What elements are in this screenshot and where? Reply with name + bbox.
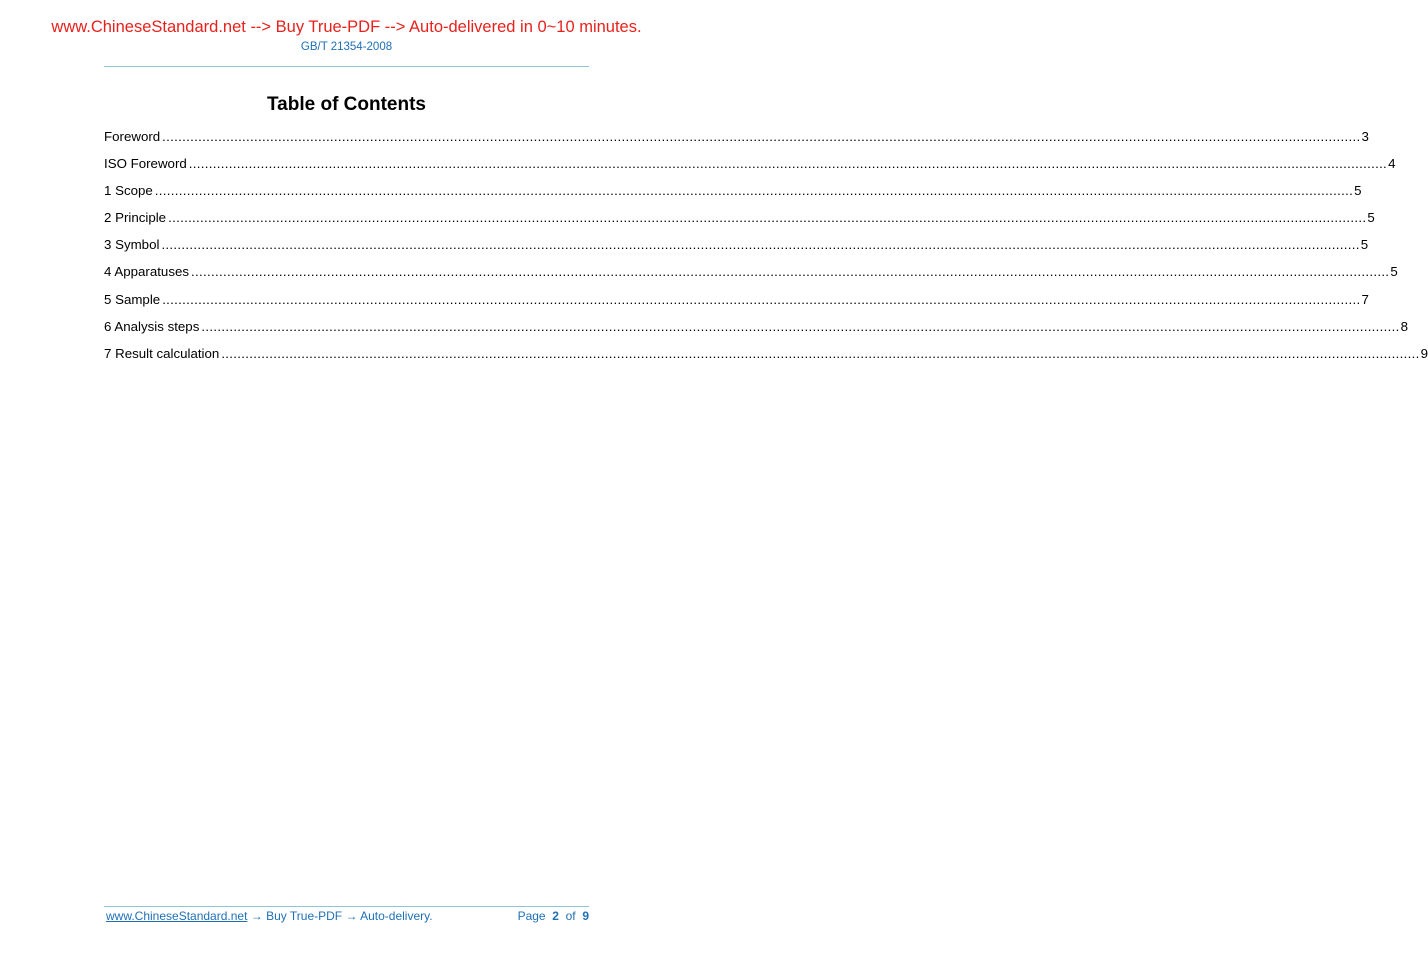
toc-entry-label: 5 Sample	[104, 291, 161, 307]
toc-entry-label: ISO Foreword	[104, 156, 187, 172]
toc-entry-page: 5	[1390, 264, 1398, 280]
header-divider	[104, 66, 589, 67]
toc-leader-dots: ............................................................................................................................................................................................................................................................................................................	[201, 318, 1400, 334]
toc-entry[interactable]	[104, 156, 1396, 183]
toc-entry-page: 4	[1388, 156, 1396, 172]
toc-title: Table of Contents	[266, 94, 427, 115]
toc-entry-page: 3	[1361, 129, 1369, 144]
toc-entry[interactable]	[104, 237, 1369, 264]
toc-leader-dots: ............................................................................................................................................................................................................................................................................................................	[191, 264, 1390, 280]
page-footer	[104, 909, 589, 923]
page-total: 9	[582, 909, 589, 923]
toc-entry[interactable]	[104, 210, 1375, 237]
toc-entry-page: 5	[1354, 183, 1362, 199]
toc-entry[interactable]	[104, 129, 1369, 156]
toc-entry[interactable]	[104, 318, 1409, 346]
toc-entry[interactable]	[104, 345, 1428, 373]
toc-entry-page: 9	[1420, 345, 1428, 361]
toc-entry-label: 6 Analysis steps	[104, 318, 200, 334]
footer-tagline: → Buy True-PDF → Auto-delivery.	[247, 909, 433, 923]
toc-entry[interactable]	[104, 291, 1369, 319]
footer-divider	[104, 906, 589, 907]
toc-leader-dots: ............................................................................................................................................................................................................................................................................................................	[154, 183, 1354, 199]
toc-entry-label: 7 Result calculation	[104, 345, 220, 361]
toc-entry-label: 3 Symbol	[104, 237, 160, 253]
document-code: GB/T 21354-2008	[300, 41, 393, 53]
toc-entry[interactable]	[104, 264, 1398, 291]
toc-entry-label: 2 Principle	[104, 210, 167, 226]
toc-leader-dots: ............................................................................................................................................................................................................................................................................................................	[162, 129, 1361, 144]
page-of: of	[565, 909, 576, 923]
toc-leader-dots: ............................................................................................................................................................................................................................................................................................................	[161, 237, 1360, 253]
toc-entry[interactable]	[104, 183, 1362, 210]
page-word: Page	[517, 909, 546, 923]
toc-entry-page: 7	[1361, 291, 1369, 307]
header-banner: www.ChineseStandard.net --> Buy True-PDF --> Auto-delivered in 0~10 minutes.	[51, 18, 642, 36]
toc-entry-label: 4 Apparatuses	[104, 264, 190, 280]
page-current: 2	[552, 909, 559, 923]
table-of-contents	[104, 129, 1428, 373]
page-number	[518, 909, 589, 923]
toc-entry-label: Foreword	[104, 129, 161, 144]
toc-entry-label: 1 Scope	[104, 183, 153, 199]
footer-text	[106, 909, 433, 923]
toc-leader-dots: ............................................................................................................................................................................................................................................................................................................	[162, 291, 1361, 307]
toc-entry-page: 5	[1360, 237, 1369, 253]
toc-entry-page: 8	[1400, 318, 1409, 334]
footer-site-link[interactable]: www.ChineseStandard.net	[106, 909, 248, 923]
toc-entry-page: 5	[1367, 210, 1375, 226]
toc-leader-dots: ............................................................................................................................................................................................................................................................................................................	[188, 156, 1388, 172]
toc-leader-dots: ............................................................................................................................................................................................................................................................................................................	[221, 345, 1420, 361]
toc-leader-dots: ............................................................................................................................................................................................................................................................................................................	[168, 210, 1367, 226]
